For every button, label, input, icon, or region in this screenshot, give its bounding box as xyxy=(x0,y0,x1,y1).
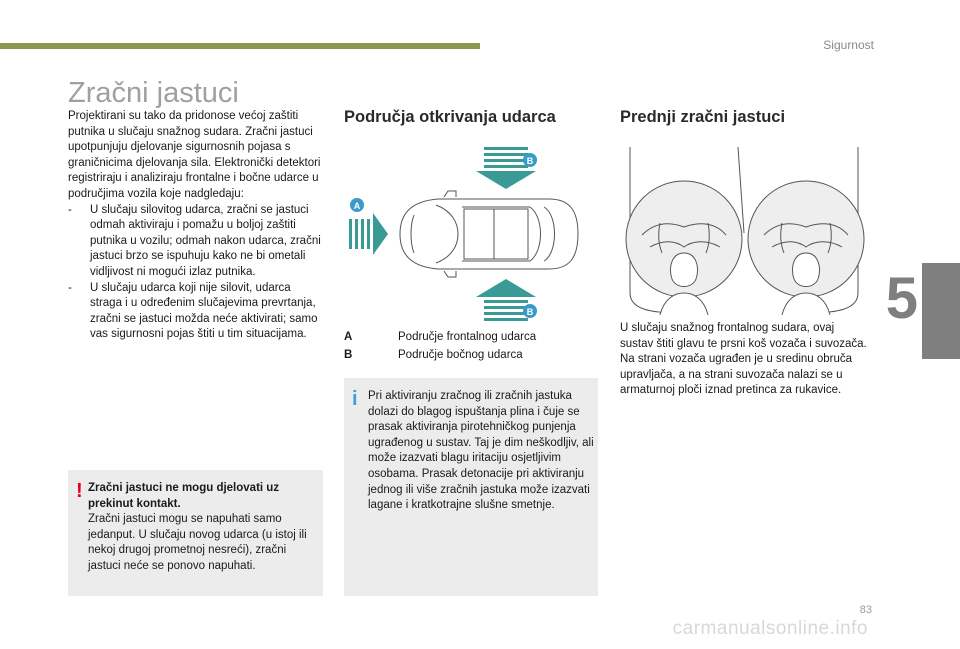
badge-label-b-bottom: B xyxy=(526,307,534,317)
badge-label-a: A xyxy=(353,201,361,211)
badge-label-b-top: B xyxy=(526,156,534,166)
warning-title: Zračni jastuci ne mogu djelovati uz prekinut kontakt. xyxy=(88,482,280,510)
impact-zone-legend xyxy=(344,328,598,364)
chapter-number: 5 xyxy=(885,266,918,331)
header-accent-bar xyxy=(0,43,480,49)
page-title: Zračni jastuci xyxy=(68,77,239,109)
info-icon: i xyxy=(352,388,358,410)
front-airbags-figure xyxy=(620,143,868,315)
front-airbags-heading: Prednji zračni jastuci xyxy=(620,108,786,126)
intro-bullet: - U slučaju udarca koji nije silovit, udarca straga i u određenim slučajevima prevrtanja, zračni se jastuci možda neće aktivirati; samo vas sigurnosni pojas štiti u tim situacijama. xyxy=(68,281,318,341)
page-number: 83 xyxy=(859,604,872,616)
front-airbags-text: U slučaju snažnog frontalnog sudara, ovaj sustav štiti glavu te prsni koš vozača i suvozača. Na strani vozača ugrađen je u sredinu obruča upravljača, a na strani suvozača nalazi se u armaturnoj ploči iznad pretinca za rukavice. xyxy=(620,322,867,397)
warning-box xyxy=(68,470,323,596)
warning-icon: ! xyxy=(76,480,83,502)
chapter-tab xyxy=(922,263,960,359)
legend-row: B Područje bočnog udarca xyxy=(344,349,523,361)
side-impact-arrow-top xyxy=(476,147,536,189)
impact-zones-figure xyxy=(344,145,598,323)
car-top-view xyxy=(400,191,578,277)
badge-icon xyxy=(523,153,537,167)
info-box xyxy=(344,378,598,596)
warning-body: Zračni jastuci mogu se napuhati samo jedanput. U slučaju novog udarca (u istoj ili nekoj drugoj prometnoj nesreći), zračni jastuci neće se ponovo napuhati. xyxy=(88,513,307,572)
badge-icon xyxy=(523,304,537,318)
intro-paragraph: Projektirani su tako da pridonose većoj zaštiti putnika u slučaju snažnog sudara. Zračni jastuci upotpunjuju djelovanje sigurnosnih pojasa s graničnicima djelovanja sila. Elektronički detektori registriraju i analiziraju frontalne i bočne udarce u područjima vozila koje nadgledaju: xyxy=(68,110,321,200)
front-impact-arrow xyxy=(349,213,388,255)
info-text: Pri aktiviranju zračnog ili zračnih jastuka dolazi do blagog ispuštanja plina i čuje se prasak aktiviranja pirotehničkog punjenja ugrađenog u sustav. Taj je dim neškodljiv, ali može izazvati blagu iritaciju osjetljivim osobama. Prasak detonacije pri aktiviranju jednog ili više zračnih jastuka može izazvati lagane i kratkotrajne slušne smetnje. xyxy=(368,390,594,512)
intro-bullet: - U slučaju silovitog udarca, zračni se jastuci odmah aktiviraju i pomažu u boljoj zaštiti putnika u vozilu; odmah nakon udarca, zračni jastuci brzo se ispuhuju kako ne bi ometali vidljivost ni mogući izlaz putnika. xyxy=(68,203,321,278)
driver-airbag-icon xyxy=(626,181,742,315)
section-label: Sigurnost xyxy=(823,38,874,52)
intro-column xyxy=(68,109,324,343)
legend-row: A Područje frontalnog udarca xyxy=(344,331,537,343)
badge-icon xyxy=(350,198,364,212)
watermark: carmanualsonline.info xyxy=(672,618,868,639)
intro-bullet-list xyxy=(68,203,324,343)
detection-heading: Područja otkrivanja udarca xyxy=(344,108,556,126)
passenger-airbag-icon xyxy=(748,181,864,315)
